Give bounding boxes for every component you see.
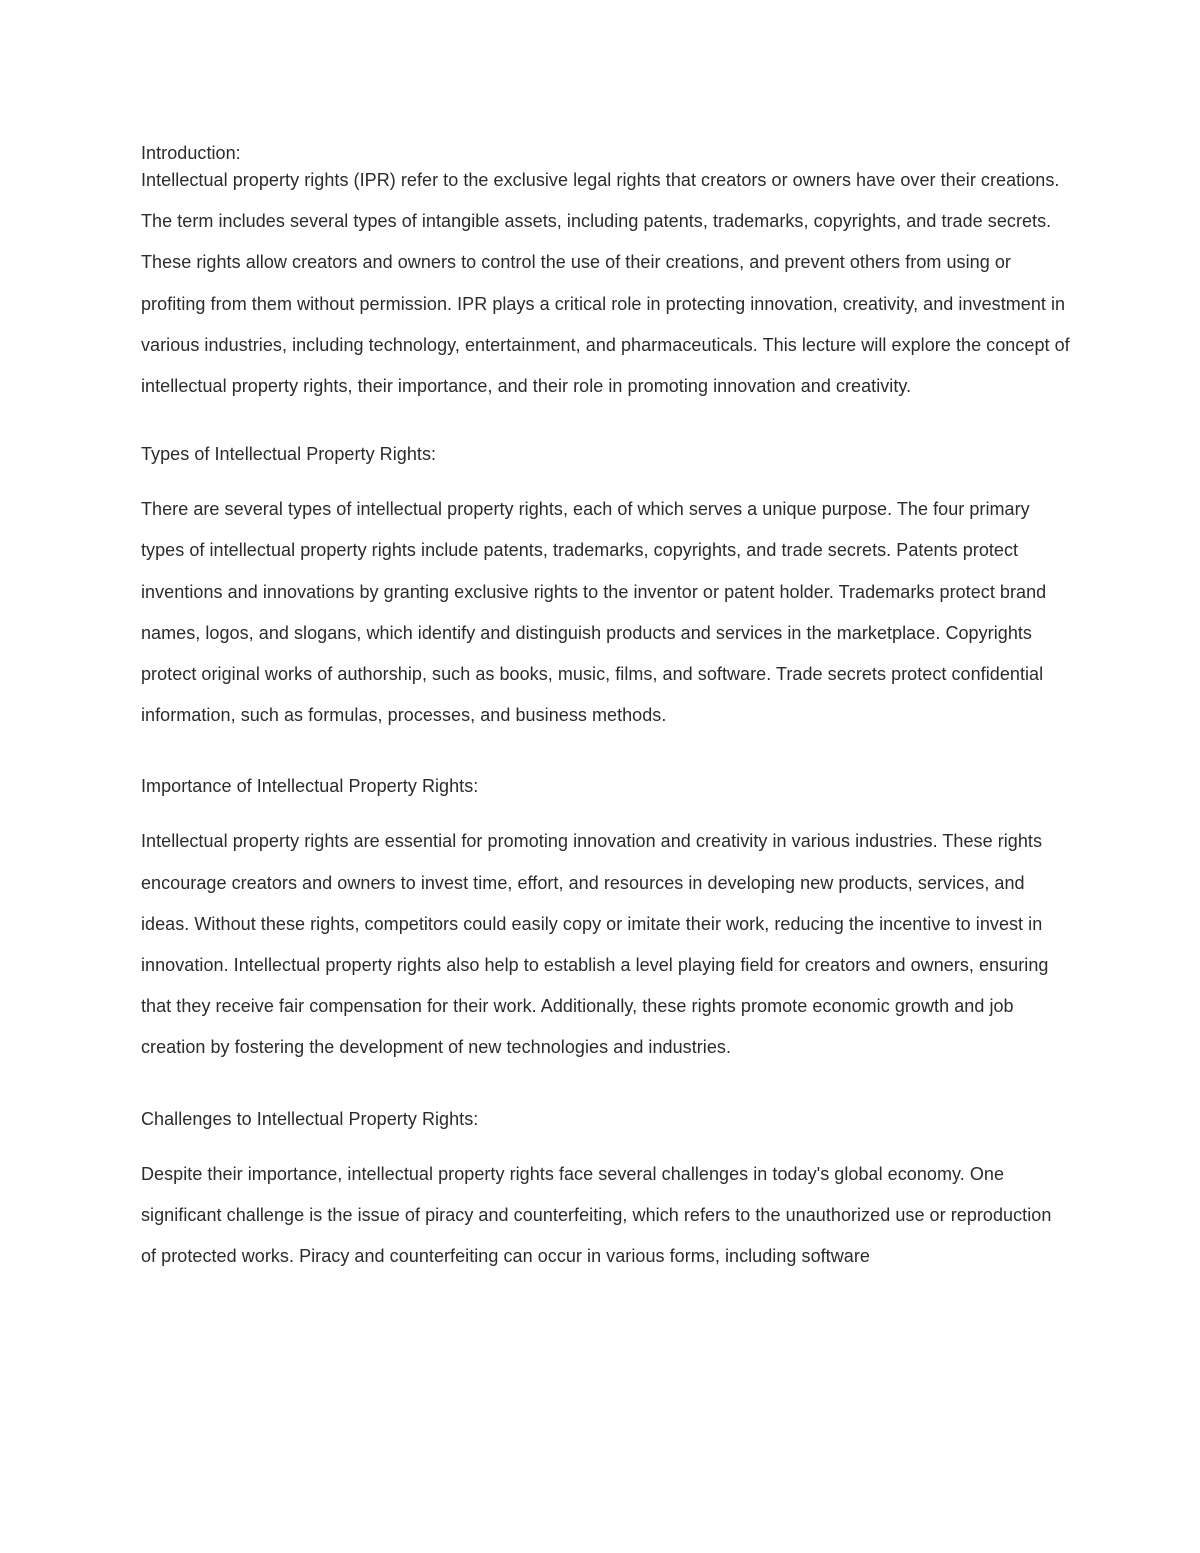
intro-paragraph: Intellectual property rights (IPR) refer to the exclusive legal rights that creators or owners have over their creations. The term includes several types of intangible assets, including patents, trademarks, copyrights, and trade secrets. These rights allow creators and owners to control the use of their creations, and prevent others from using or profiting from them without permission. IPR plays a critical role in protecting innovation, creativity, and investment in various industries, including technology, entertainment, and pharmaceuticals. This lecture will explore the concept of intellectual property rights, their importance, and their role in promoting innovation and creativity.	[141, 170, 1070, 397]
section-paragraph-challenges: Despite their importance, intellectual property rights face several challenges in today's global economy. One significant challenge is the issue of piracy and counterfeiting, which refers to the unauthorized use or reproduction of protected works. Piracy and counterfeiting can occur in various forms, including software	[141, 1163, 1052, 1267]
section-heading-importance: Importance of Intellectual Property Rights:	[141, 776, 479, 797]
intro-heading: Introduction:	[141, 143, 241, 163]
section-paragraph-importance: Intellectual property rights are essential for promoting innovation and creativity in various industries. These rights encourage creators and owners to invest time, effort, and resources in developing new products, services, and ideas. Without these rights, competitors could easily copy or imitate their work, reducing the incentive to invest in innovation. Intellectual property rights also help to establish a level playing field for creators and owners, ensuring that they receive fair compensation for their work. Additionally, these rights promote economic growth and job creation by fostering the development of new technologies and industries.	[141, 831, 1049, 1058]
section-heading-challenges: Challenges to Intellectual Property Rights:	[141, 1108, 479, 1129]
document-body	[141, 140, 1071, 1277]
section-heading-types: Types of Intellectual Property Rights:	[141, 444, 437, 465]
section-paragraph-types: There are several types of intellectual property rights, each of which serves a unique purpose. The four primary types of intellectual property rights include patents, trademarks, copyrights, and trade secrets. Patents protect inventions and innovations by granting exclusive rights to the inventor or patent holder. Trademarks protect brand names, logos, and slogans, which identify and distinguish products and services in the marketplace. Copyrights protect original works of authorship, such as books, music, films, and software. Trade secrets protect confidential information, such as formulas, processes, and business methods.	[141, 499, 1047, 726]
